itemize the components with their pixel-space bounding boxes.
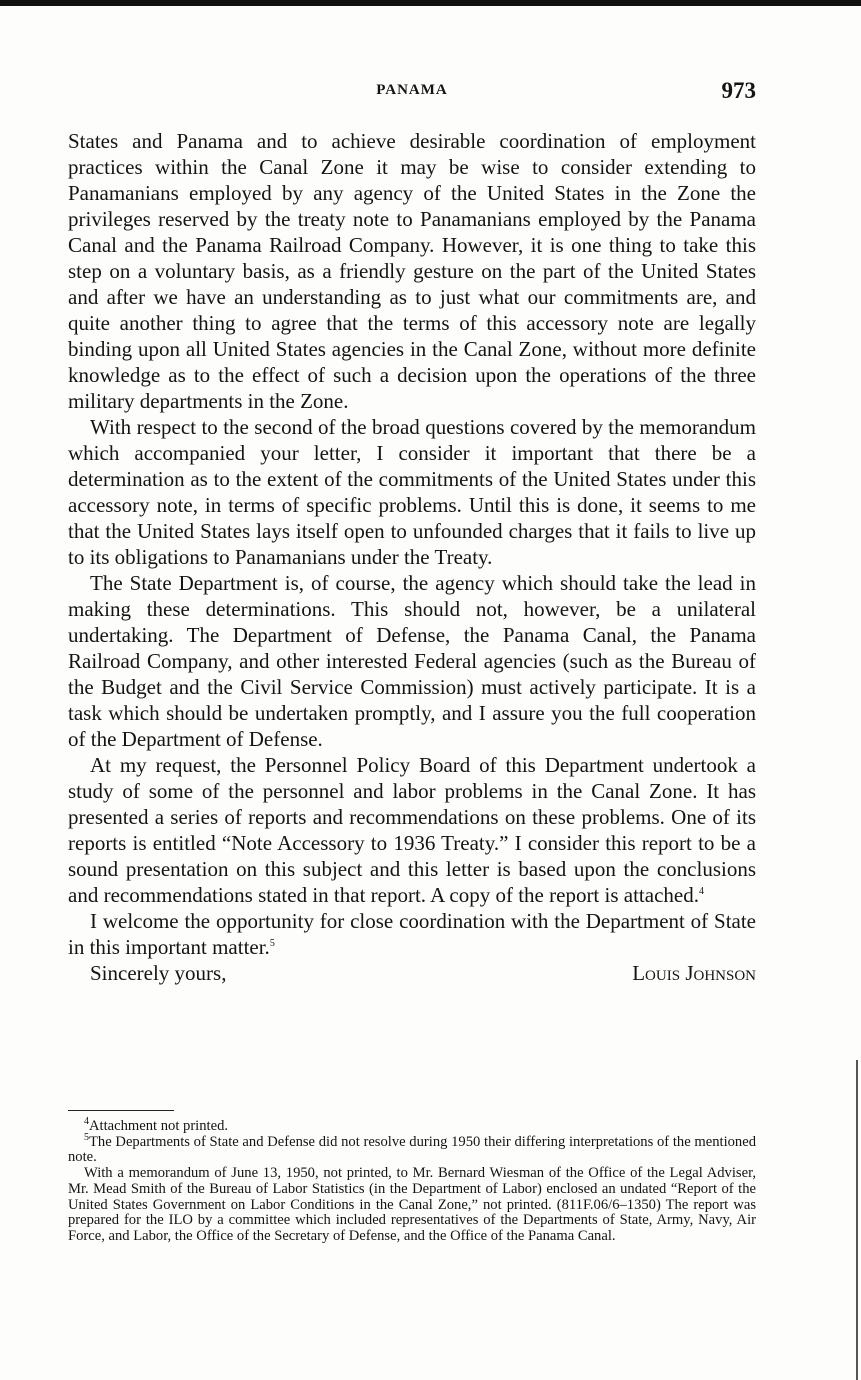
paragraph-4-text: At my request, the Personnel Policy Board of this Department undertook a study of some of the personnel and labor problems in the Canal Zone. It has presented a series of reports and recommendations on these problems. One of its reports is entitled “Note Accessory to 1936 Treaty.” I consider this report to be a sound presentation on this subject and this letter is based upon the conclusions and recommendations stated in that report. A copy of the report is attached. [68, 753, 756, 907]
footnote-4-text: Attachment not printed. [89, 1118, 229, 1134]
footnote-ref-5: 5 [269, 938, 275, 949]
footnote-4 [68, 1116, 756, 1135]
closing [68, 960, 756, 986]
signature: Louis Johnson [632, 961, 756, 985]
footnote-ref-4: 4 [698, 886, 704, 897]
footnote-5-continued-text: With a memorandum of June 13, 1950, not printed, to Mr. Bernard Wiesman of the Office of the Legal Adviser, Mr. Mead Smith of the Bureau of Labor Statistics (in the Department of Labor) enclosed an undated “Report of the United States Government on Labor Conditions in the Canal Zone,” not printed. (811F.06/6–1350) The report was prepared for the ILO by a committee which included representatives of the Departments of State, Army, Navy, Air Force, and Labor, the Office of the Secretary of Defense, and the Office of the Panama Canal. [68, 1165, 756, 1244]
page-number: 973 [721, 78, 756, 103]
paragraph-5-text: I welcome the opportunity for close coordination with the Department of State in this important matter. [68, 909, 756, 959]
footnote-4-marker: 4 [84, 1116, 89, 1128]
footnotes [68, 1116, 756, 1245]
top-border [0, 0, 861, 6]
paragraph-5 [68, 908, 756, 960]
paragraph-2: With respect to the second of the broad questions covered by the memorandum which accompanied your letter, I consider it important that there be a determination as to the extent of the commitments of the United States under this accessory note, in terms of specific problems. Until this is done, it seems to me that the United States lays itself open to unfounded charges that it fails to live up to its obligations to Panamanians under the Treaty. [68, 415, 756, 569]
footnote-5-marker: 5 [84, 1131, 89, 1143]
footnote-5-text: The Departments of State and Defense did not resolve during 1950 their differing interpretations of the mentioned note. [68, 1133, 756, 1166]
right-border [856, 1060, 858, 1380]
footnote-5 [68, 1131, 756, 1166]
paragraph-1: States and Panama and to achieve desirable coordination of employment practices within the Canal Zone it may be wise to consider extending to Panamanians employed by any agency of the United States in the Zone the privileges reserved by the treaty note to Panamanians employed by the Panama Canal and the Panama Railroad Company. However, it is one thing to take this step on a voluntary basis, as a friendly gesture on the part of the United States and after we have an understanding as to just what our commitments are, and quite another thing to agree that the terms of this accessory note are legally binding upon all United States agencies in the Canal Zone, without more definite knowledge as to the effect of such a decision upon the operations of the three military departments in the Zone. [68, 129, 756, 413]
salutation: Sincerely yours, [90, 961, 227, 985]
footnote-5-continued [68, 1166, 756, 1245]
running-head: PANAMA [376, 82, 448, 98]
paragraph-3: The State Department is, of course, the agency which should take the lead in making these determinations. This should not, however, be a unilateral undertaking. The Department of Defense, the Panama Canal, the Panama Railroad Company, and other interested Federal agencies (such as the Bureau of the Budget and the Civil Service Commission) must actively participate. It is a task which should be undertaken promptly, and I assure you the full cooperation of the Department of Defense. [68, 571, 756, 751]
paragraph-4 [68, 752, 756, 908]
footnote-rule [68, 1110, 174, 1111]
letter-body [68, 128, 756, 986]
page-header [68, 78, 756, 110]
